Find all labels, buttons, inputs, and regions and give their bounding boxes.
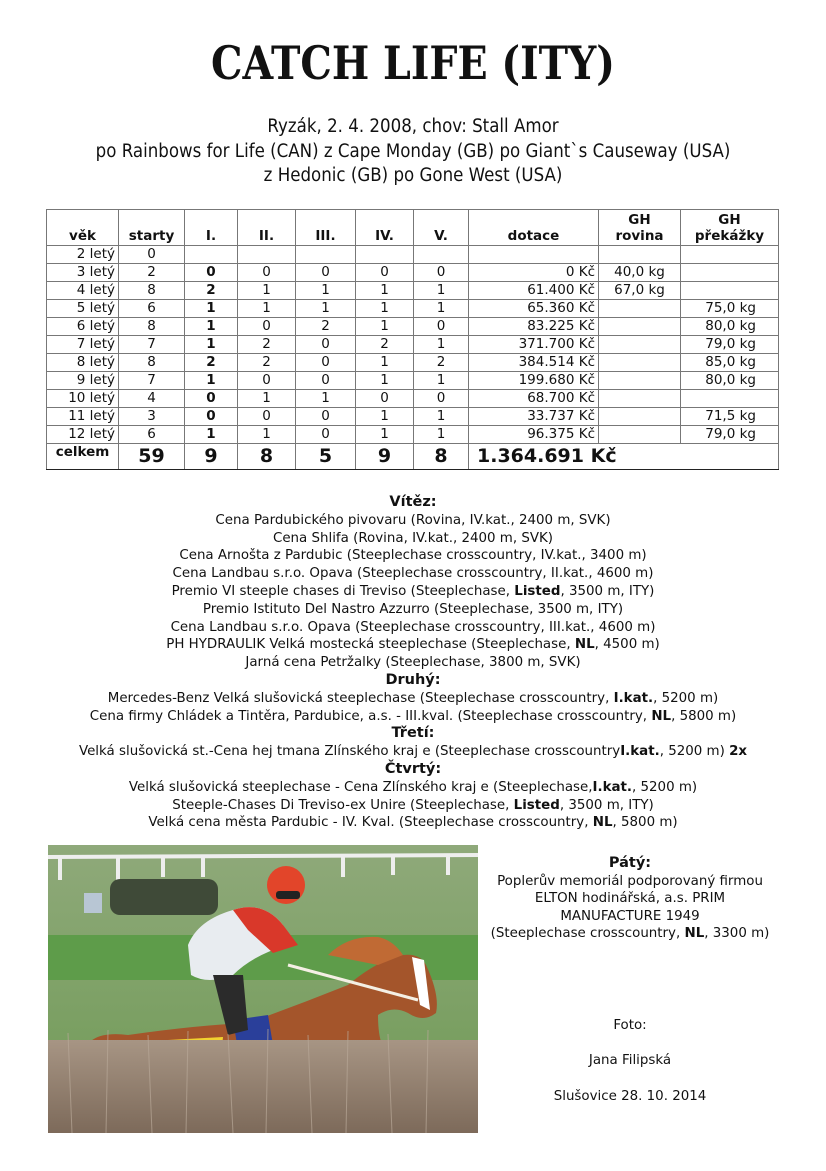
cell-p2: 0 [238, 372, 296, 390]
cell-gh-flat [599, 408, 681, 426]
fifth-line-4 [480, 925, 780, 943]
fifth-line-4-bold: NL [684, 926, 705, 941]
cell-prize: 68.700 Kč [469, 390, 599, 408]
cell-p2: 1 [238, 426, 296, 444]
cell-p1 [185, 246, 238, 264]
cell-age: 10 letý [47, 390, 119, 408]
total-third: 5 [296, 444, 356, 470]
cell-age: 2 letý [47, 246, 119, 264]
header-gh-jump-top: GH [718, 212, 741, 228]
cell-gh-jump [681, 264, 779, 282]
second-list [0, 690, 826, 726]
cell-p3: 0 [296, 408, 356, 426]
cell-p5: 0 [414, 390, 469, 408]
race-category-bold: Listed [513, 797, 560, 813]
race-category-bold: Listed [514, 583, 561, 599]
fourth-list [0, 779, 826, 832]
header-gh-flat-top: GH [628, 212, 651, 228]
cell-p4: 1 [356, 318, 414, 336]
table-row [47, 264, 779, 282]
cell-p5: 1 [414, 426, 469, 444]
race-entry-text: Jarná cena Petržalky (Steeplechase, 3800 m, SVK) [245, 655, 581, 671]
cell-p3: 1 [296, 282, 356, 300]
race-entry-text: Mercedes-Benz Velká slušovická steeplechase (Steeplechase crosscountry, [107, 690, 614, 706]
header-gh-jump-bottom: překážky [694, 228, 765, 244]
cell-gh-flat [599, 318, 681, 336]
race-entry [0, 779, 826, 797]
cell-p1: 2 [185, 354, 238, 372]
race-entry-text-end: , 5200 m) [653, 690, 719, 706]
cell-age: 4 letý [47, 282, 119, 300]
race-entry-text: Cena Arnošta z Pardubic (Steeplechase crosscountry, IV.kat., 3400 m) [179, 548, 647, 564]
header-fifth: V. [414, 210, 469, 246]
cell-starts: 7 [119, 336, 185, 354]
cell-p1: 1 [185, 318, 238, 336]
race-entry-text: Velká cena města Pardubic - IV. Kval. (Steeplechase crosscountry, [148, 815, 593, 831]
race-category-bold: NL [651, 708, 672, 724]
race-category-bold: I.kat. [620, 744, 660, 760]
cell-p5: 0 [414, 264, 469, 282]
cell-p1: 1 [185, 336, 238, 354]
race-entry-text-end: , 4500 m) [594, 637, 660, 653]
race-entry-text: Cena Landbau s.r.o. Opava (Steeplechase crosscountry, III.kat., 4600 m) [170, 619, 656, 635]
fifth-line-4-pre: (Steeplechase crosscountry, [490, 926, 685, 941]
table-row [47, 354, 779, 372]
cell-p3 [296, 246, 356, 264]
winner-heading: Vítěz: [389, 494, 437, 510]
race-entry-text-end: , 3500 m, ITY) [560, 583, 655, 599]
cell-p1: 1 [185, 372, 238, 390]
cell-age: 9 letý [47, 372, 119, 390]
cell-p1: 0 [185, 390, 238, 408]
cell-p3: 2 [296, 318, 356, 336]
cell-p4: 1 [356, 408, 414, 426]
header-gh-flat-bottom: rovina [615, 228, 664, 244]
table-row [47, 390, 779, 408]
cell-gh-flat [599, 246, 681, 264]
race-entry-text-end: , 5200 m) [632, 779, 698, 795]
race-entry [0, 690, 826, 708]
cell-p4: 1 [356, 282, 414, 300]
jockey-goggles [276, 891, 300, 899]
cell-prize: 384.514 Kč [469, 354, 599, 372]
race-category-bold: I.kat. [613, 690, 654, 706]
cell-p1: 1 [185, 300, 238, 318]
header-fourth: IV. [356, 210, 414, 246]
cell-starts: 6 [119, 300, 185, 318]
race-entry-text: Premio VI steeple chases di Treviso (Steeplechase, [171, 583, 515, 599]
table-row [47, 282, 779, 300]
hedge-background [110, 879, 218, 915]
cell-p3: 1 [296, 390, 356, 408]
header-gh-jump [681, 210, 779, 246]
cell-gh-flat [599, 354, 681, 372]
cell-gh-jump: 85,0 kg [681, 354, 779, 372]
race-count-bold: 2x [729, 744, 748, 760]
cell-p5: 1 [414, 336, 469, 354]
cell-p5: 2 [414, 354, 469, 372]
race-entry [0, 530, 826, 548]
race-entry [0, 565, 826, 583]
pedigree-line-2: z Hedonic (GB) po Gone West (USA) [263, 165, 563, 186]
cell-age: 12 letý [47, 426, 119, 444]
race-entry-text: Cena Landbau s.r.o. Opava (Steeplechase crosscountry, II.kat., 4600 m) [172, 566, 654, 582]
race-entry [0, 619, 826, 637]
cell-age: 8 letý [47, 354, 119, 372]
total-fifth: 8 [414, 444, 469, 470]
header-first: I. [185, 210, 238, 246]
cell-prize: 33.737 Kč [469, 408, 599, 426]
cell-starts: 7 [119, 372, 185, 390]
total-fourth: 9 [356, 444, 414, 470]
cell-p1: 0 [185, 408, 238, 426]
cell-p2 [238, 246, 296, 264]
race-entry-text: Cena firmy Chládek a Tintěra, Pardubice, a.s. - III.kval. (Steeplechase crosscountry, [89, 708, 652, 724]
race-entry-text-end: , 5800 m) [671, 708, 737, 724]
photo-credit-name: Jana Filipská [588, 1053, 672, 1068]
race-entry-text: Cena Shlifa (Rovina, IV.kat., 2400 m, SVK) [272, 530, 554, 546]
cell-p2: 1 [238, 390, 296, 408]
fourth-heading: Čtvrtý: [384, 760, 442, 777]
cell-p2: 2 [238, 354, 296, 372]
race-entry-text: Velká slušovická steeplechase - Cena Zlínského kraj e (Steeplechase, [128, 779, 593, 795]
cell-p4: 0 [356, 264, 414, 282]
race-entry-text: Velká slušovická st.-Cena hej tmana Zlínského kraj e (Steeplechase crosscountry [78, 744, 621, 760]
race-entry-text: Steeple-Chases Di Treviso-ex Unire (Steeplechase, [172, 797, 514, 813]
cell-starts: 6 [119, 426, 185, 444]
table-row [47, 318, 779, 336]
race-entry [0, 743, 826, 761]
cell-p3: 0 [296, 336, 356, 354]
race-entry-text-end: , 5200 m) [659, 744, 730, 760]
cell-age: 3 letý [47, 264, 119, 282]
photo-place-date: Slušovice 28. 10. 2014 [553, 1089, 707, 1104]
cell-gh-jump: 75,0 kg [681, 300, 779, 318]
table-row [47, 372, 779, 390]
second-heading: Druhý: [385, 671, 441, 688]
cell-prize: 65.360 Kč [469, 300, 599, 318]
cell-age: 11 letý [47, 408, 119, 426]
cell-gh-flat [599, 300, 681, 318]
cell-p5: 1 [414, 372, 469, 390]
cell-p3: 0 [296, 426, 356, 444]
cell-p2: 0 [238, 318, 296, 336]
header-third: III. [296, 210, 356, 246]
race-entry [0, 708, 826, 726]
cell-age: 5 letý [47, 300, 119, 318]
cell-p5: 1 [414, 408, 469, 426]
cell-p3: 0 [296, 354, 356, 372]
fifth-line-1: Poplerův memoriál podporovaný firmou [497, 873, 763, 889]
cell-p5: 0 [414, 318, 469, 336]
cell-gh-jump: 71,5 kg [681, 408, 779, 426]
fifth-line-2: ELTON hodinářská, a.s. PRIM [534, 891, 726, 906]
cell-gh-flat [599, 336, 681, 354]
fifth-line-4-post: , 3300 m) [704, 926, 770, 941]
race-entry [0, 636, 826, 654]
cell-p3: 0 [296, 372, 356, 390]
cell-p2: 0 [238, 264, 296, 282]
cell-prize: 83.225 Kč [469, 318, 599, 336]
cell-p2: 2 [238, 336, 296, 354]
cell-prize: 199.680 Kč [469, 372, 599, 390]
fifth-line-3: MANUFACTURE 1949 [560, 908, 700, 924]
cell-gh-jump: 79,0 kg [681, 336, 779, 354]
third-heading: Třetí: [391, 725, 435, 742]
race-category-bold: NL [574, 637, 595, 653]
pedigree-line-1: po Rainbows for Life (CAN) z Cape Monday (GB) po Giant`s Causeway (USA) [95, 141, 731, 162]
race-entry [0, 814, 826, 832]
cell-prize [469, 246, 599, 264]
cell-gh-flat [599, 426, 681, 444]
total-second: 8 [238, 444, 296, 470]
race-photo [48, 845, 478, 1133]
header-prize: dotace [469, 210, 599, 246]
cell-gh-jump: 79,0 kg [681, 426, 779, 444]
career-stats-table [46, 209, 779, 470]
winner-list [0, 512, 826, 672]
cell-age: 7 letý [47, 336, 119, 354]
cell-p2: 0 [238, 408, 296, 426]
cell-p3: 1 [296, 300, 356, 318]
table-header-row [47, 210, 779, 246]
fifth-place-block [480, 855, 780, 943]
header-starts: starty [119, 210, 185, 246]
race-entry-text: PH HYDRAULIK Velká mostecká steeplechase (Steeplechase, [166, 637, 575, 653]
cell-starts: 2 [119, 264, 185, 282]
cell-p4: 1 [356, 426, 414, 444]
cell-gh-flat: 67,0 kg [599, 282, 681, 300]
table-total-row [47, 444, 779, 470]
cell-starts: 4 [119, 390, 185, 408]
race-entry [0, 797, 826, 815]
brush-fence [48, 1040, 478, 1133]
header-second: II. [238, 210, 296, 246]
cell-gh-flat: 40,0 kg [599, 264, 681, 282]
cell-p3: 0 [296, 264, 356, 282]
race-entry [0, 601, 826, 619]
cell-p4 [356, 246, 414, 264]
table-row [47, 300, 779, 318]
cell-prize: 371.700 Kč [469, 336, 599, 354]
cell-p4: 1 [356, 300, 414, 318]
race-entry-text: Cena Pardubického pivovaru (Rovina, IV.kat., 2400 m, SVK) [215, 512, 611, 528]
cell-prize: 61.400 Kč [469, 282, 599, 300]
cell-p4: 0 [356, 390, 414, 408]
race-entry-text-end: , 3500 m, ITY) [559, 797, 654, 813]
race-entry [0, 654, 826, 672]
cell-gh-flat [599, 390, 681, 408]
cell-p2: 1 [238, 282, 296, 300]
race-results [0, 494, 826, 832]
race-entry-text-end: , 5800 m) [612, 815, 678, 831]
race-entry [0, 512, 826, 530]
race-category-bold: I.kat. [592, 779, 632, 795]
cell-p1: 1 [185, 426, 238, 444]
total-label: celkem [47, 444, 119, 470]
cell-prize: 96.375 Kč [469, 426, 599, 444]
header-gh-flat [599, 210, 681, 246]
table-row [47, 426, 779, 444]
cell-starts: 8 [119, 282, 185, 300]
cell-p4: 1 [356, 372, 414, 390]
third-list [0, 743, 826, 761]
race-category-bold: NL [592, 815, 613, 831]
cell-gh-jump [681, 246, 779, 264]
cell-gh-jump [681, 390, 779, 408]
cell-p5: 1 [414, 300, 469, 318]
total-starts: 59 [119, 444, 185, 470]
cell-age: 6 letý [47, 318, 119, 336]
horse-name-title: CATCH LIFE (ITY) [210, 36, 616, 90]
cell-p2: 1 [238, 300, 296, 318]
cell-p5 [414, 246, 469, 264]
cell-p1: 2 [185, 282, 238, 300]
cell-starts: 8 [119, 318, 185, 336]
cell-gh-flat [599, 372, 681, 390]
cell-starts: 3 [119, 408, 185, 426]
total-first: 9 [185, 444, 238, 470]
cell-p4: 1 [356, 354, 414, 372]
horse-jumping-image [48, 845, 478, 1133]
horse-info-line: Ryzák, 2. 4. 2008, chov: Stall Amor [267, 116, 559, 137]
total-prize: 1.364.691 Kč [469, 444, 779, 470]
header-age: věk [47, 210, 119, 246]
photo-credit-label: Foto: [613, 1018, 647, 1033]
cell-p5: 1 [414, 282, 469, 300]
table-row [47, 336, 779, 354]
race-entry [0, 547, 826, 565]
fifth-heading: Pátý: [608, 855, 652, 871]
table-row [47, 246, 779, 264]
cell-starts: 8 [119, 354, 185, 372]
cell-p4: 2 [356, 336, 414, 354]
race-entry-text: Premio Istituto Del Nastro Azzurro (Steeplechase, 3500 m, ITY) [202, 601, 624, 617]
cell-gh-jump [681, 282, 779, 300]
cell-gh-jump: 80,0 kg [681, 372, 779, 390]
cell-starts: 0 [119, 246, 185, 264]
sign-board [84, 893, 102, 913]
race-entry [0, 583, 826, 601]
table-row [47, 408, 779, 426]
cell-gh-jump: 80,0 kg [681, 318, 779, 336]
cell-prize: 0 Kč [469, 264, 599, 282]
cell-p1: 0 [185, 264, 238, 282]
